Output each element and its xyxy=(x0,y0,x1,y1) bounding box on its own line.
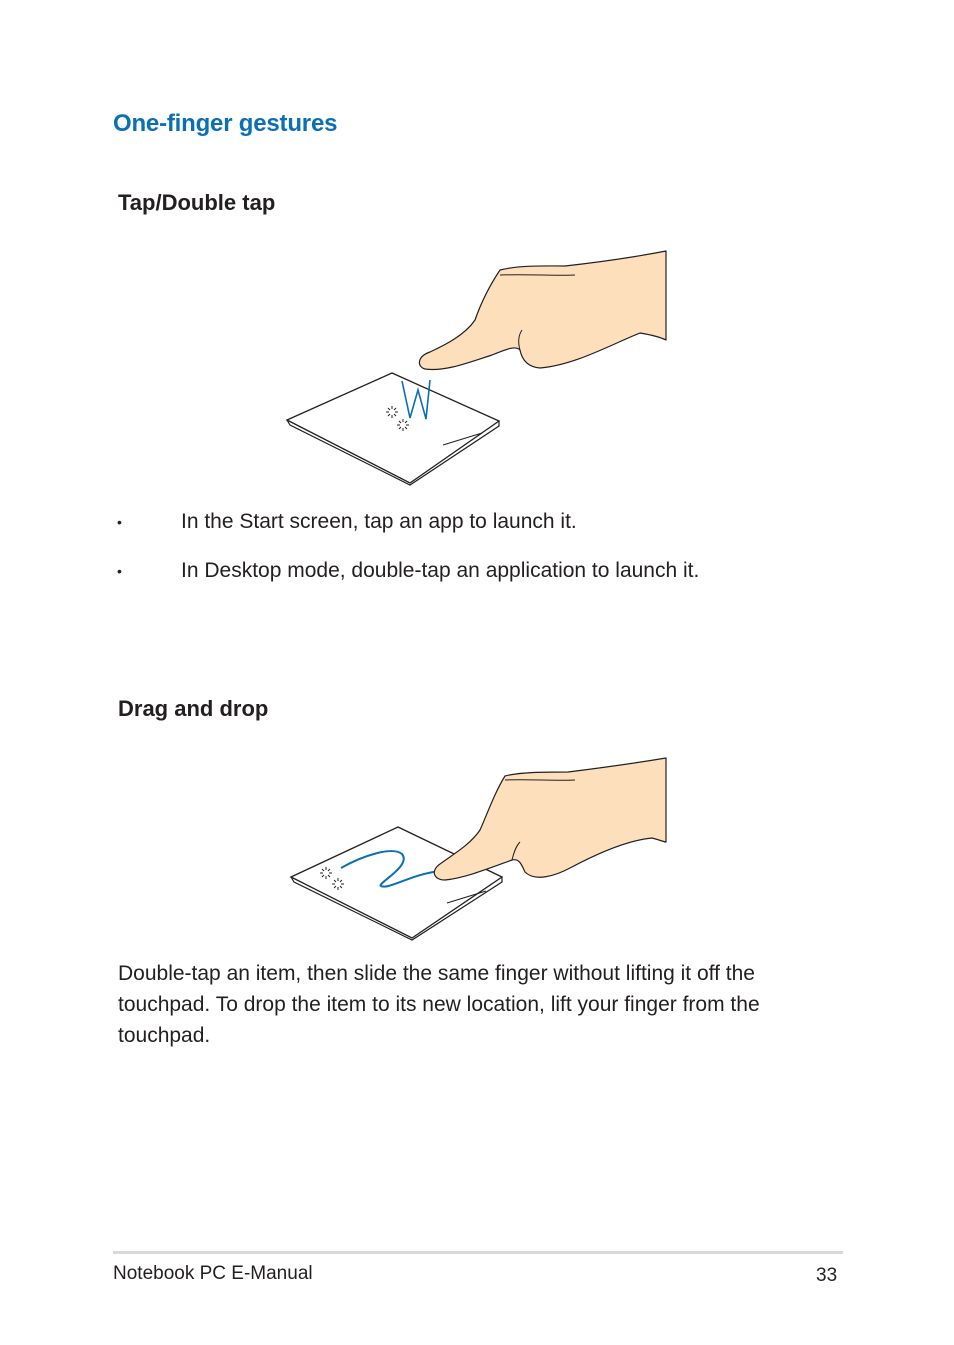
bullet-icon: • xyxy=(117,514,122,530)
tap-bullet-text: In Desktop mode, double-tap an application to launch it. xyxy=(181,559,700,582)
drag-heading: Drag and drop xyxy=(118,696,269,721)
tap-bullet-text: In the Start screen, tap an app to launch it. xyxy=(181,510,577,533)
page-number: 33 xyxy=(816,1265,838,1286)
footer-manual-title: Notebook PC E-Manual xyxy=(113,1263,313,1284)
drag-description: Double-tap an item, then slide the same finger without lifting it off the touchpad. To drop the item to its new location, lift your finger from the touchpad. xyxy=(118,962,760,1047)
tap-heading: Tap/Double tap xyxy=(118,190,276,215)
section-title: One-finger gestures xyxy=(113,110,338,137)
bullet-icon: • xyxy=(117,563,122,579)
footer-divider xyxy=(113,1251,843,1254)
drag-hand-icon xyxy=(434,758,666,880)
